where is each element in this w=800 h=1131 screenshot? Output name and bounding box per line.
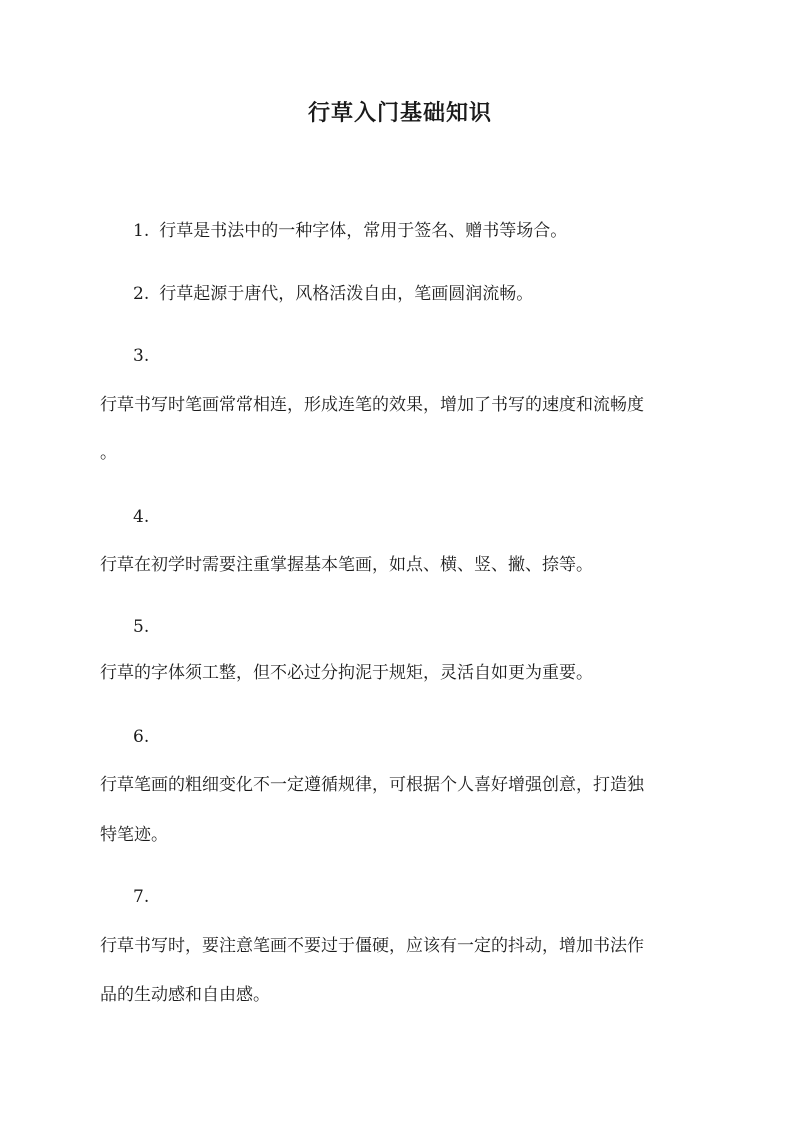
item-text: 行草起源于唐代，风格活泼自由，笔画圆润流畅。: [159, 284, 534, 304]
item-text: 行草是书法中的一种字体，常用于签名、赠书等场合。: [159, 221, 568, 241]
item-number-6: 6.: [133, 727, 150, 747]
list-item-1: [133, 218, 743, 244]
item-text-3-line-1: 行草书写时笔画常常相连，形成连笔的效果，增加了书写的速度和流畅度: [100, 395, 644, 415]
item-text-6-line-1: 行草笔画的粗细变化不一定遵循规律，可根据个人喜好增强创意，打造独: [100, 775, 644, 795]
item-number: 2.: [133, 284, 150, 304]
item-number-3: 3.: [133, 346, 150, 366]
item-number-5: 5.: [133, 617, 150, 637]
item-number-7: 7.: [133, 887, 150, 907]
item-number-4: 4.: [133, 507, 150, 527]
item-text-6-line-2: 特笔迹。: [100, 825, 168, 845]
item-text-7-line-2: 品的生动感和自由感。: [100, 985, 270, 1005]
item-text-7-line-1: 行草书写时，要注意笔画不要过于僵硬，应该有一定的抖动，增加书法作: [100, 936, 644, 956]
item-text-4-line-1: 行草在初学时需要注重掌握基本笔画，如点、横、竖、撇、捺等。: [100, 555, 593, 575]
item-text-3-line-2: 。: [100, 443, 117, 463]
page-title: 行草入门基础知识: [307, 100, 492, 126]
item-text-5-line-1: 行草的字体须工整，但不必过分拘泥于规矩，灵活自如更为重要。: [100, 663, 593, 683]
list-item-2: [133, 281, 743, 307]
item-number: 1.: [133, 221, 150, 241]
